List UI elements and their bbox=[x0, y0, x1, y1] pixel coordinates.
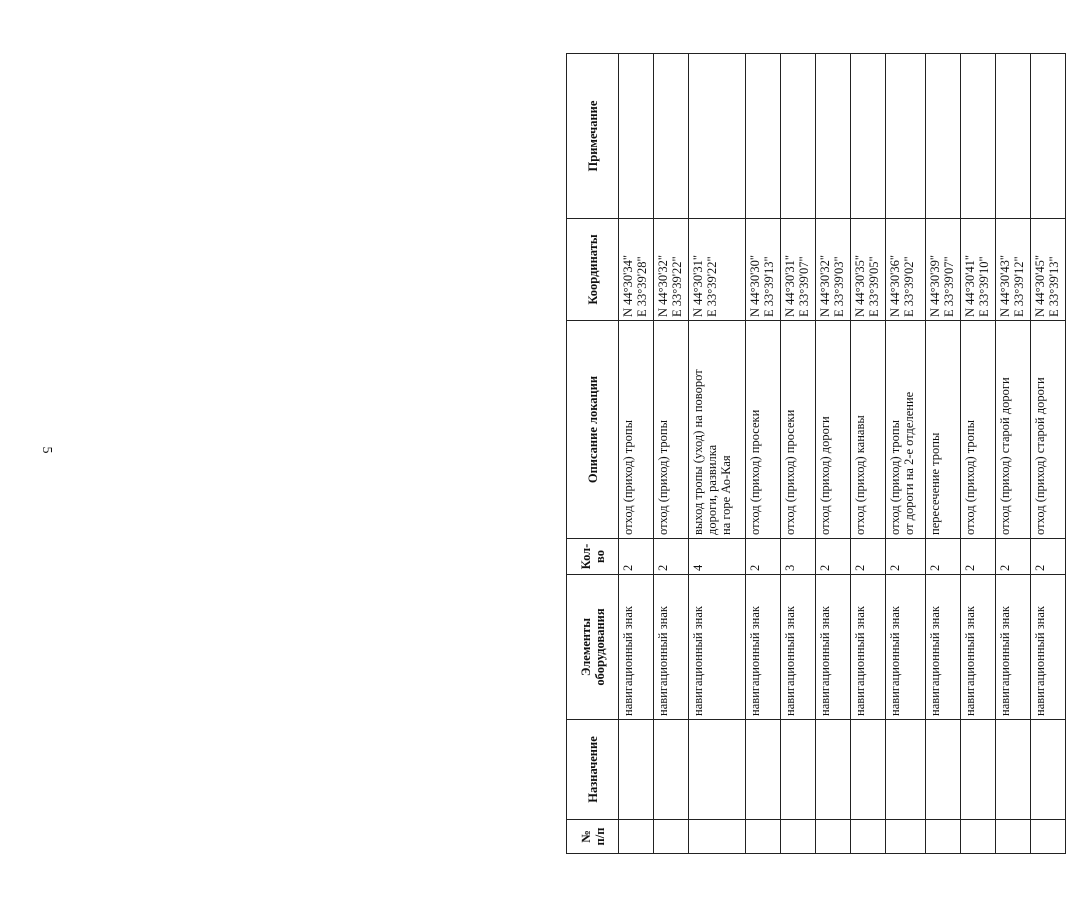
cell-num bbox=[746, 820, 781, 854]
header-purpose: Назначение bbox=[567, 720, 619, 820]
cell-num bbox=[781, 820, 816, 854]
cell-note bbox=[926, 54, 961, 219]
header-note: Примечание bbox=[567, 54, 619, 219]
cell-purpose bbox=[885, 720, 925, 820]
cell-coordinates-line: E 33°39'07" bbox=[942, 256, 957, 317]
cell-description bbox=[885, 321, 925, 539]
cell-description bbox=[961, 321, 996, 539]
cell-element: навигационный знак bbox=[1031, 575, 1066, 720]
cell-coordinates bbox=[1031, 219, 1066, 321]
cell-coordinates bbox=[619, 219, 654, 321]
cell-num bbox=[653, 820, 688, 854]
cell-coordinates-line: N 44°30'36" bbox=[887, 254, 902, 317]
cell-coordinates-line: E 33°39'22" bbox=[669, 256, 684, 317]
cell-note bbox=[781, 54, 816, 219]
cell-purpose bbox=[961, 720, 996, 820]
header-num: № п/п bbox=[567, 820, 619, 854]
cell-description-line: отход (приход) тропы bbox=[887, 419, 902, 535]
cell-note bbox=[746, 54, 781, 219]
cell-qty: 2 bbox=[816, 539, 851, 575]
cell-coordinates bbox=[850, 219, 885, 321]
cell-purpose bbox=[653, 720, 688, 820]
cell-coordinates-line: N 44°30'31" bbox=[783, 254, 798, 317]
cell-coordinates-line: E 33°39'28" bbox=[635, 256, 649, 317]
cell-coordinates-line: N 44°30'32" bbox=[655, 254, 670, 317]
cell-num bbox=[688, 820, 745, 854]
cell-description-line: отход (приход) канавы bbox=[852, 415, 867, 535]
cell-purpose bbox=[781, 720, 816, 820]
cell-qty: 2 bbox=[746, 539, 781, 575]
cell-coordinates bbox=[885, 219, 925, 321]
table-row bbox=[781, 54, 816, 854]
cell-description-line: отход (приход) дороги bbox=[818, 416, 832, 535]
cell-description bbox=[850, 321, 885, 539]
table-row bbox=[926, 54, 961, 854]
cell-element: навигационный знак bbox=[781, 575, 816, 720]
cell-element: навигационный знак bbox=[746, 575, 781, 720]
cell-coordinates bbox=[996, 219, 1031, 321]
cell-description-line: отход (приход) тропы bbox=[621, 419, 635, 535]
cell-description bbox=[996, 321, 1031, 539]
cell-purpose bbox=[816, 720, 851, 820]
table-row bbox=[961, 54, 996, 854]
cell-coordinates-line: N 44°30'39" bbox=[928, 254, 943, 317]
cell-coordinates bbox=[688, 219, 745, 321]
table-row bbox=[619, 54, 654, 854]
header-qty: Кол- во bbox=[567, 539, 619, 575]
cell-description bbox=[1031, 321, 1066, 539]
cell-qty: 2 bbox=[653, 539, 688, 575]
cell-element: навигационный знак bbox=[926, 575, 961, 720]
cell-description-line: от дороги на 2-е отделение bbox=[901, 391, 916, 535]
cell-coordinates-line: E 33°39'03" bbox=[832, 256, 846, 317]
cell-qty: 2 bbox=[885, 539, 925, 575]
cell-description-line: отход (приход) тропы bbox=[963, 419, 978, 535]
cell-coordinates-line: E 33°39'10" bbox=[977, 256, 992, 317]
cell-coordinates-line: N 44°30'35" bbox=[852, 254, 867, 317]
table-row bbox=[850, 54, 885, 854]
cell-qty: 2 bbox=[619, 539, 654, 575]
cell-purpose bbox=[746, 720, 781, 820]
cell-purpose bbox=[850, 720, 885, 820]
cell-coordinates bbox=[926, 219, 961, 321]
cell-note bbox=[653, 54, 688, 219]
cell-num bbox=[885, 820, 925, 854]
cell-coordinates-line: E 33°39'22" bbox=[704, 256, 719, 317]
cell-description bbox=[746, 321, 781, 539]
cell-note bbox=[816, 54, 851, 219]
cell-qty: 4 bbox=[688, 539, 745, 575]
cell-description-line: дороги, развилка bbox=[704, 444, 719, 535]
cell-qty: 2 bbox=[996, 539, 1031, 575]
cell-num bbox=[619, 820, 654, 854]
cell-coordinates bbox=[961, 219, 996, 321]
table-row bbox=[746, 54, 781, 854]
cell-purpose bbox=[926, 720, 961, 820]
cell-element: навигационный знак bbox=[653, 575, 688, 720]
cell-qty: 3 bbox=[781, 539, 816, 575]
cell-coordinates-line: N 44°30'32" bbox=[818, 254, 832, 317]
cell-coordinates-line: E 33°39'12" bbox=[1012, 256, 1027, 317]
header-description: Описание локации bbox=[567, 321, 619, 539]
table-wrapper bbox=[66, 54, 1062, 854]
cell-coordinates-line: N 44°30'41" bbox=[963, 254, 978, 317]
table-row bbox=[816, 54, 851, 854]
cell-element: навигационный знак bbox=[619, 575, 654, 720]
cell-coordinates bbox=[746, 219, 781, 321]
table-header-row bbox=[567, 54, 619, 854]
cell-coordinates-line: E 33°39'07" bbox=[797, 256, 812, 317]
cell-coordinates-line: N 44°30'45" bbox=[1033, 254, 1048, 317]
cell-coordinates-line: N 44°30'43" bbox=[998, 254, 1013, 317]
cell-description bbox=[926, 321, 961, 539]
page-number: 5 bbox=[39, 446, 54, 454]
header-coordinates: Координаты bbox=[567, 219, 619, 321]
cell-purpose bbox=[688, 720, 745, 820]
cell-qty: 2 bbox=[926, 539, 961, 575]
cell-element: навигационный знак bbox=[688, 575, 745, 720]
cell-purpose bbox=[1031, 720, 1066, 820]
table-row bbox=[1031, 54, 1066, 854]
cell-note bbox=[688, 54, 745, 219]
cell-description bbox=[781, 321, 816, 539]
cell-coordinates-line: N 44°30'31" bbox=[690, 254, 705, 317]
cell-coordinates-line: E 33°39'02" bbox=[901, 256, 916, 317]
locations-table bbox=[566, 53, 1066, 854]
cell-description-line: отход (приход) старой дороги bbox=[998, 377, 1013, 535]
cell-coordinates bbox=[653, 219, 688, 321]
cell-element: навигационный знак bbox=[816, 575, 851, 720]
cell-description-line: на горе Ао-Кая bbox=[718, 455, 733, 535]
cell-element: навигационный знак bbox=[850, 575, 885, 720]
cell-note bbox=[885, 54, 925, 219]
cell-coordinates-line: E 33°39'05" bbox=[866, 256, 881, 317]
cell-num bbox=[816, 820, 851, 854]
cell-note bbox=[961, 54, 996, 219]
cell-description-line: отход (приход) просеки bbox=[748, 409, 763, 535]
cell-num bbox=[1031, 820, 1066, 854]
cell-num bbox=[996, 820, 1031, 854]
cell-description-line: отход (приход) просеки bbox=[783, 409, 798, 535]
cell-purpose bbox=[996, 720, 1031, 820]
cell-qty: 2 bbox=[850, 539, 885, 575]
cell-coordinates-line: N 44°30'30" bbox=[748, 254, 763, 317]
cell-coordinates-line: N 44°30'34" bbox=[621, 254, 635, 317]
cell-description-line: отход (приход) старой дороги bbox=[1033, 377, 1048, 535]
cell-description-line: отход (приход) тропы bbox=[655, 419, 670, 535]
cell-element: навигационный знак bbox=[885, 575, 925, 720]
cell-num bbox=[926, 820, 961, 854]
table-row bbox=[688, 54, 745, 854]
cell-description bbox=[619, 321, 654, 539]
header-elements: Элементы оборудования bbox=[567, 575, 619, 720]
table-body bbox=[619, 54, 1066, 854]
cell-qty: 2 bbox=[961, 539, 996, 575]
cell-description-line: выход тропы (уход) на поворот bbox=[690, 369, 705, 535]
cell-coordinates bbox=[781, 219, 816, 321]
cell-description bbox=[653, 321, 688, 539]
cell-element: навигационный знак bbox=[961, 575, 996, 720]
cell-coordinates-line: E 33°39'13" bbox=[1047, 256, 1062, 317]
cell-coordinates bbox=[816, 219, 851, 321]
cell-coordinates-line: E 33°39'13" bbox=[762, 256, 777, 317]
cell-description bbox=[816, 321, 851, 539]
cell-note bbox=[619, 54, 654, 219]
cell-note bbox=[996, 54, 1031, 219]
table-row bbox=[885, 54, 925, 854]
table-row bbox=[653, 54, 688, 854]
cell-description bbox=[688, 321, 745, 539]
cell-note bbox=[850, 54, 885, 219]
cell-note bbox=[1031, 54, 1066, 219]
cell-purpose bbox=[619, 720, 654, 820]
cell-description-line: пересечение тропы bbox=[928, 432, 943, 535]
cell-num bbox=[961, 820, 996, 854]
cell-qty: 2 bbox=[1031, 539, 1066, 575]
table-row bbox=[996, 54, 1031, 854]
cell-element: навигационный знак bbox=[996, 575, 1031, 720]
cell-num bbox=[850, 820, 885, 854]
